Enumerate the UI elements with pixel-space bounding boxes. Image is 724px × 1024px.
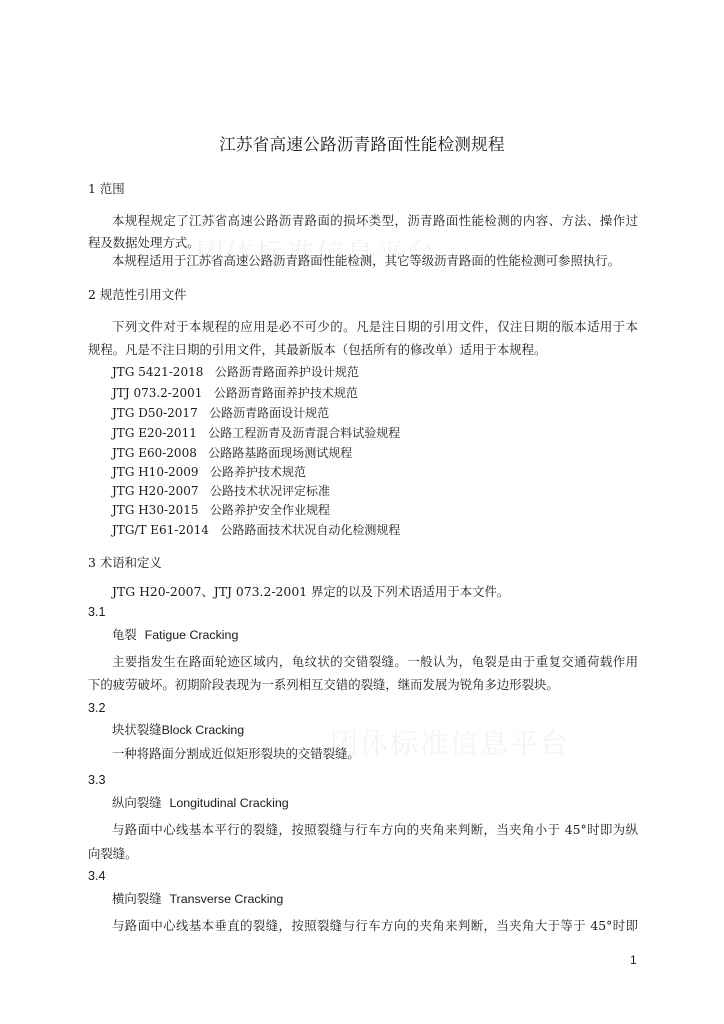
term-title-cn: 横向裂缝 — [112, 891, 162, 906]
reference-code: JTG 5421-2018 — [112, 365, 204, 379]
term-definition-line-1: 一种将路面分割成近似矩形裂块的交错裂缝。 — [112, 746, 360, 761]
term-title — [112, 722, 244, 738]
term-title-en: Fatigue Cracking — [144, 628, 239, 642]
reference-code: JTG D50-2017 — [112, 406, 198, 420]
term-number: 3.2 — [88, 701, 106, 715]
watermark-text-bottom — [330, 722, 570, 762]
section-2-paragraph-line-1: 下列文件对于本规程的应用是必不可少的。凡是注日期的引用文件，仅注日期的版本适用于本 — [112, 319, 638, 334]
reference-item — [112, 364, 359, 380]
reference-name: 公路沥青路面设计规范 — [209, 406, 330, 420]
term-definition-line-1: 与路面中心线基本垂直的裂缝，按照裂缝与行车方向的夹角来判断，当夹角大于等于 45°时即 — [112, 918, 638, 933]
section-3-heading: 3 术语和定义 — [88, 555, 162, 570]
section-2-heading: 2 规范性引用文件 — [88, 287, 187, 302]
reference-code: JTG/T E61-2014 — [112, 523, 209, 537]
term-definition-line-1: 与路面中心线基本平行的裂缝，按照裂缝与行车方向的夹角来判断，当夹角小于 45°时即为纵 — [112, 822, 638, 837]
section-1-paragraph-1-line-1: 本规程规定了江苏省高速公路沥青路面的损坏类型，沥青路面性能检测的内容、方法、操作过 — [112, 213, 638, 228]
term-title — [112, 891, 283, 907]
reference-name: 公路路面技术状况自动化检测规程 — [220, 523, 401, 537]
reference-item — [112, 385, 358, 401]
term-title-cn: 块状裂缝 — [112, 722, 162, 737]
reference-code: JTG H10-2009 — [112, 465, 199, 479]
reference-item — [112, 464, 306, 480]
reference-item — [112, 502, 330, 518]
reference-code: JTG E20-2011 — [112, 426, 197, 440]
reference-name: 公路技术状况评定标准 — [210, 484, 331, 498]
reference-item — [112, 483, 330, 499]
reference-code: JTG H20-2007 — [112, 484, 199, 498]
section-1-paragraph-2: 本规程适用于江苏省高速公路沥青路面性能检测，其它等级沥青路面的性能检测可参照执行。 — [112, 253, 621, 268]
document-title: 江苏省高速公路沥青路面性能检测规程 — [219, 135, 505, 154]
reference-name: 公路工程沥青及沥青混合料试验规程 — [208, 426, 401, 440]
reference-name: 公路沥青路面养护技术规范 — [213, 386, 358, 400]
term-title-en: Longitudinal Cracking — [169, 796, 289, 810]
term-definition-line-2: 向裂缝。 — [88, 846, 138, 861]
reference-code: JTG H30-2015 — [112, 503, 199, 517]
section-3-intro: JTG H20-2007、JTJ 073.2-2001 界定的以及下列术语适用于本文件。 — [112, 584, 510, 599]
reference-name: 公路沥青路面养护设计规范 — [214, 365, 359, 379]
page-number: 1 — [630, 953, 637, 967]
term-number: 3.3 — [88, 773, 106, 787]
term-number: 3.1 — [88, 605, 106, 619]
reference-code: JTG E60-2008 — [112, 446, 197, 460]
term-title-en: Transverse Cracking — [169, 892, 284, 906]
term-title — [112, 627, 238, 643]
reference-code: JTJ 073.2-2001 — [112, 386, 203, 400]
section-1-heading: 1 范围 — [88, 181, 125, 196]
term-title-en: Block Cracking — [161, 723, 245, 737]
term-title-cn: 纵向裂缝 — [112, 795, 162, 810]
term-definition-line-1: 主要指发生在路面轮迹区域内，龟纹状的交错裂缝。一般认为，龟裂是由于重复交通荷载作用 — [112, 654, 638, 669]
reference-item — [112, 445, 352, 461]
reference-name: 公路养护技术规范 — [210, 465, 307, 479]
section-2-paragraph-line-2: 规程。凡是不注日期的引用文件，其最新版本（包括所有的修改单）适用于本规程。 — [88, 342, 547, 357]
term-number: 3.4 — [88, 869, 106, 883]
reference-item — [112, 425, 400, 441]
term-title-cn: 龟裂 — [112, 627, 137, 642]
term-title — [112, 795, 289, 811]
term-definition-line-2: 下的疲劳破坏。初期阶段表现为一系列相互交错的裂缝，继而发展为锐角多边形裂块。 — [88, 677, 559, 692]
reference-item — [112, 405, 329, 421]
reference-name: 公路养护安全作业规程 — [210, 503, 331, 517]
section-1-paragraph-1-line-2: 程及数据处理方式。 — [88, 235, 200, 250]
reference-name: 公路路基路面现场测试规程 — [208, 446, 353, 460]
reference-item — [112, 522, 400, 538]
